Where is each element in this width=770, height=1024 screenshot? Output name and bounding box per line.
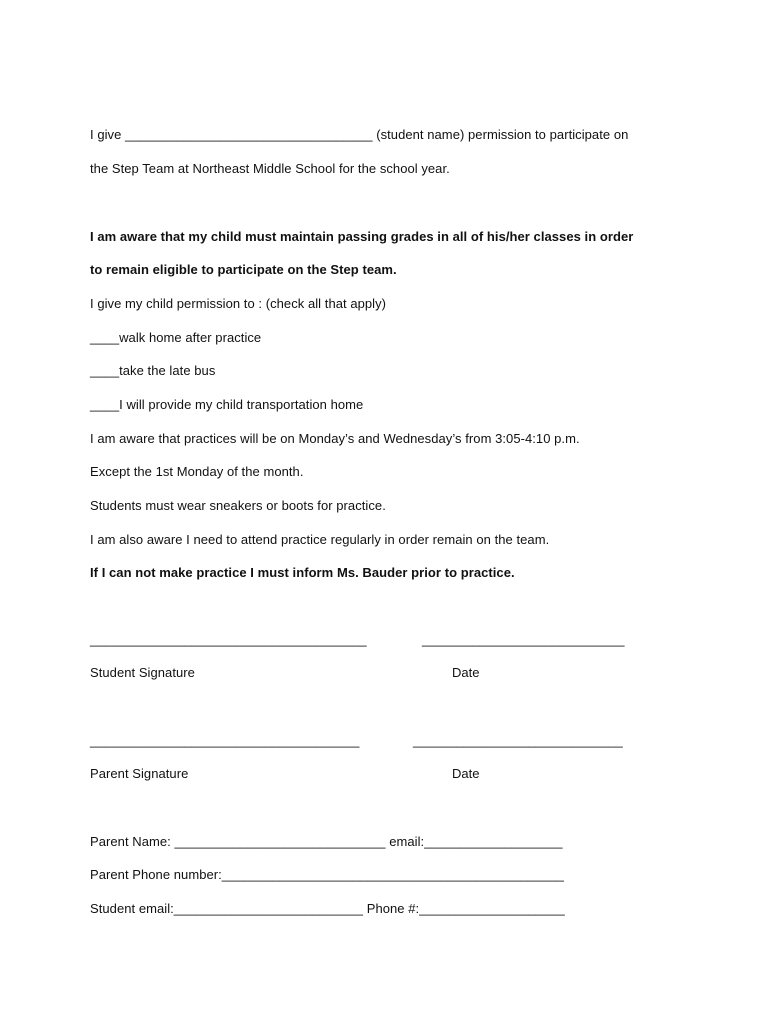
grades-notice-line-1: I am aware that my child must maintain passing grades in all of his/her classes in order <box>90 229 634 244</box>
schedule-exception: Except the 1st Monday of the month. <box>90 464 304 479</box>
parent-date-label: Date <box>452 766 480 781</box>
parent-name-field: Parent Name: _____________________________ email:___________________ <box>90 834 563 849</box>
student-signature-line: ______________________________________ <box>90 632 367 647</box>
option-transportation: ____I will provide my child transportation home <box>90 397 364 412</box>
footwear-rule: Students must wear sneakers or boots for practice. <box>90 498 386 513</box>
permission-intro: I give my child permission to : (check all that apply) <box>90 296 387 311</box>
student-date-line: ____________________________ <box>422 632 625 647</box>
student-date-label: Date <box>452 665 480 680</box>
parent-signature-line: _____________________________________ <box>90 733 360 748</box>
permission-line-2: the Step Team at Northeast Middle School for the school year. <box>90 161 450 176</box>
parent-phone-field: Parent Phone number:_______________________________________________ <box>90 867 564 882</box>
practice-schedule: I am aware that practices will be on Monday’s and Wednesday’s from 3:05-4:10 p.m. <box>90 431 580 446</box>
parent-date-line: _____________________________ <box>413 733 623 748</box>
grades-notice-line-2: to remain eligible to participate on the Step team. <box>90 262 397 277</box>
student-signature-label: Student Signature <box>90 665 195 680</box>
permission-line-1: I give __________________________________ (student name) permission to participate on <box>90 127 629 142</box>
option-late-bus: ____take the late bus <box>90 363 216 378</box>
inform-notice: If I can not make practice I must inform Ms. Bauder prior to practice. <box>90 565 515 580</box>
option-walk-home: ____walk home after practice <box>90 330 262 345</box>
parent-signature-label: Parent Signature <box>90 766 189 781</box>
attendance-notice: I am also aware I need to attend practice regularly in order remain on the team. <box>90 532 550 547</box>
student-email-field: Student email:__________________________ Phone #:____________________ <box>90 901 565 916</box>
